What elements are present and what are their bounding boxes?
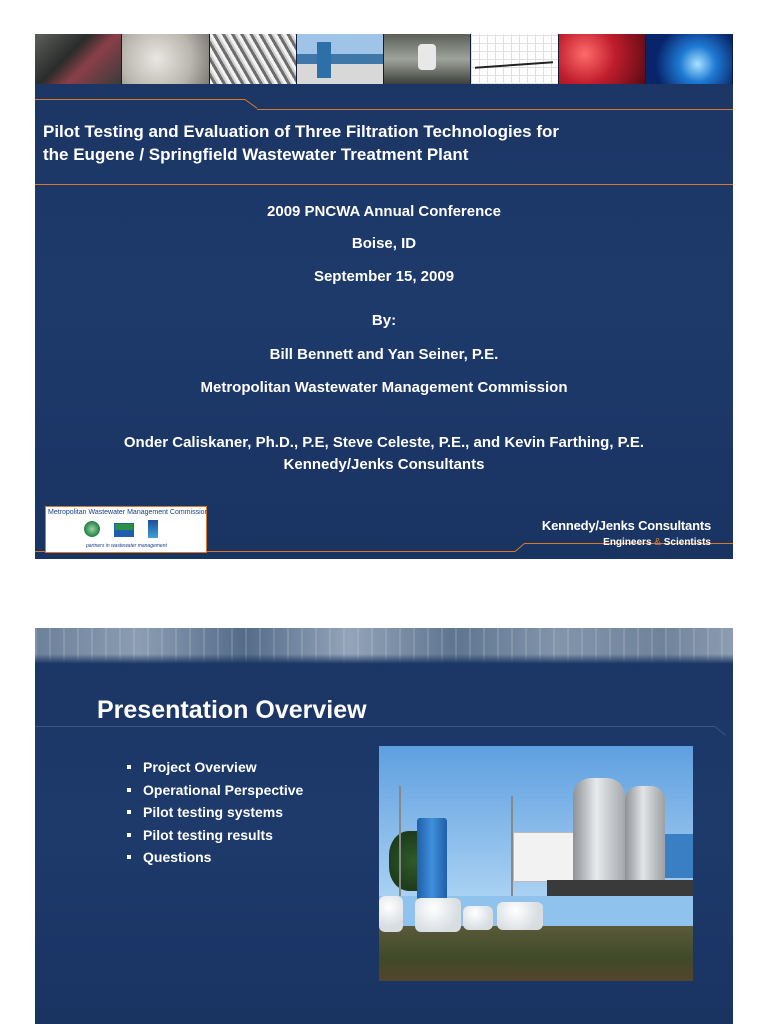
bullet-icon bbox=[127, 765, 131, 769]
divider-line bbox=[257, 109, 733, 110]
photo-media-bags bbox=[379, 886, 559, 931]
kj-sub-scientists: Scientists bbox=[663, 537, 711, 548]
title-slide bbox=[35, 34, 733, 559]
pilot-plant-photo bbox=[379, 746, 693, 981]
by-label: By: bbox=[371, 312, 397, 329]
globe-icon bbox=[84, 521, 100, 537]
list-item: Pilot testing results bbox=[127, 824, 303, 847]
list-item: Project Overview bbox=[127, 756, 303, 779]
tower-icon bbox=[148, 520, 158, 538]
conference-location: Boise, ID bbox=[351, 235, 417, 252]
divider-line bbox=[245, 99, 258, 109]
banner-photo-piping bbox=[384, 34, 471, 84]
bullet-icon bbox=[127, 810, 131, 814]
slide-title: Presentation Overview bbox=[97, 696, 367, 724]
conference-date: September 15, 2009 bbox=[313, 268, 455, 285]
organization-kj: Kennedy/Jenks Consultants bbox=[283, 456, 485, 473]
conference-name: 2009 PNCWA Annual Conference bbox=[267, 203, 501, 220]
title-line-1: Pilot Testing and Evaluation of Three Filtration Technologies for bbox=[43, 122, 560, 141]
bullet-icon bbox=[127, 855, 131, 859]
photo-steel-tank bbox=[573, 778, 625, 896]
banner-photo-pilot-plant bbox=[297, 34, 384, 84]
banner-photo-red-media bbox=[559, 34, 646, 84]
kj-logo-subtitle bbox=[603, 537, 711, 548]
bullet-icon bbox=[127, 788, 131, 792]
list-item: Operational Perspective bbox=[127, 779, 303, 802]
photo-ground bbox=[379, 926, 693, 981]
divider-line bbox=[35, 99, 245, 100]
overview-list bbox=[127, 756, 303, 869]
kj-logo-name: Kennedy/Jenks Consultants bbox=[541, 518, 711, 533]
header-photo-banner bbox=[35, 34, 733, 84]
list-item: Questions bbox=[127, 846, 303, 869]
title-line-2: the Eugene / Springfield Wastewater Treatment Plant bbox=[43, 145, 469, 164]
divider-line bbox=[35, 726, 715, 727]
divider-line bbox=[515, 543, 525, 551]
photo-white-trailer bbox=[513, 832, 577, 882]
mwmc-logo bbox=[45, 506, 207, 553]
divider-line bbox=[35, 184, 733, 185]
banner-photo-graph bbox=[471, 34, 558, 84]
kj-sub-ampersand: & bbox=[654, 537, 661, 548]
mwmc-tagline: partners in wastewater management bbox=[86, 543, 167, 549]
slide-title bbox=[43, 120, 733, 166]
banner-photo-filter-cloth bbox=[122, 34, 209, 84]
banner-photo-fibers bbox=[210, 34, 297, 84]
header-photo-banner bbox=[35, 628, 733, 664]
photo-flatbed bbox=[547, 880, 693, 896]
banner-photo-blue-water bbox=[646, 34, 733, 84]
mwmc-logo-text: Metropolitan Wastewater Management Commission bbox=[48, 509, 209, 516]
list-item: Pilot testing systems bbox=[127, 801, 303, 824]
photo-blue-trailer bbox=[665, 834, 693, 878]
bullet-icon bbox=[127, 833, 131, 837]
divider-line bbox=[715, 726, 726, 736]
overview-slide bbox=[35, 628, 733, 1024]
landscape-icon bbox=[114, 523, 134, 537]
authors-mwmc: Bill Bennett and Yan Seiner, P.E. bbox=[269, 346, 499, 363]
banner-photo-equipment bbox=[35, 34, 122, 84]
kj-sub-engineers: Engineers bbox=[603, 537, 652, 548]
organization-mwmc: Metropolitan Wastewater Management Commission bbox=[200, 379, 568, 396]
authors-kj: Onder Caliskaner, Ph.D., P.E, Steve Celeste, P.E., and Kevin Farthing, P.E. bbox=[123, 434, 645, 451]
photo-light-pole bbox=[399, 786, 401, 896]
